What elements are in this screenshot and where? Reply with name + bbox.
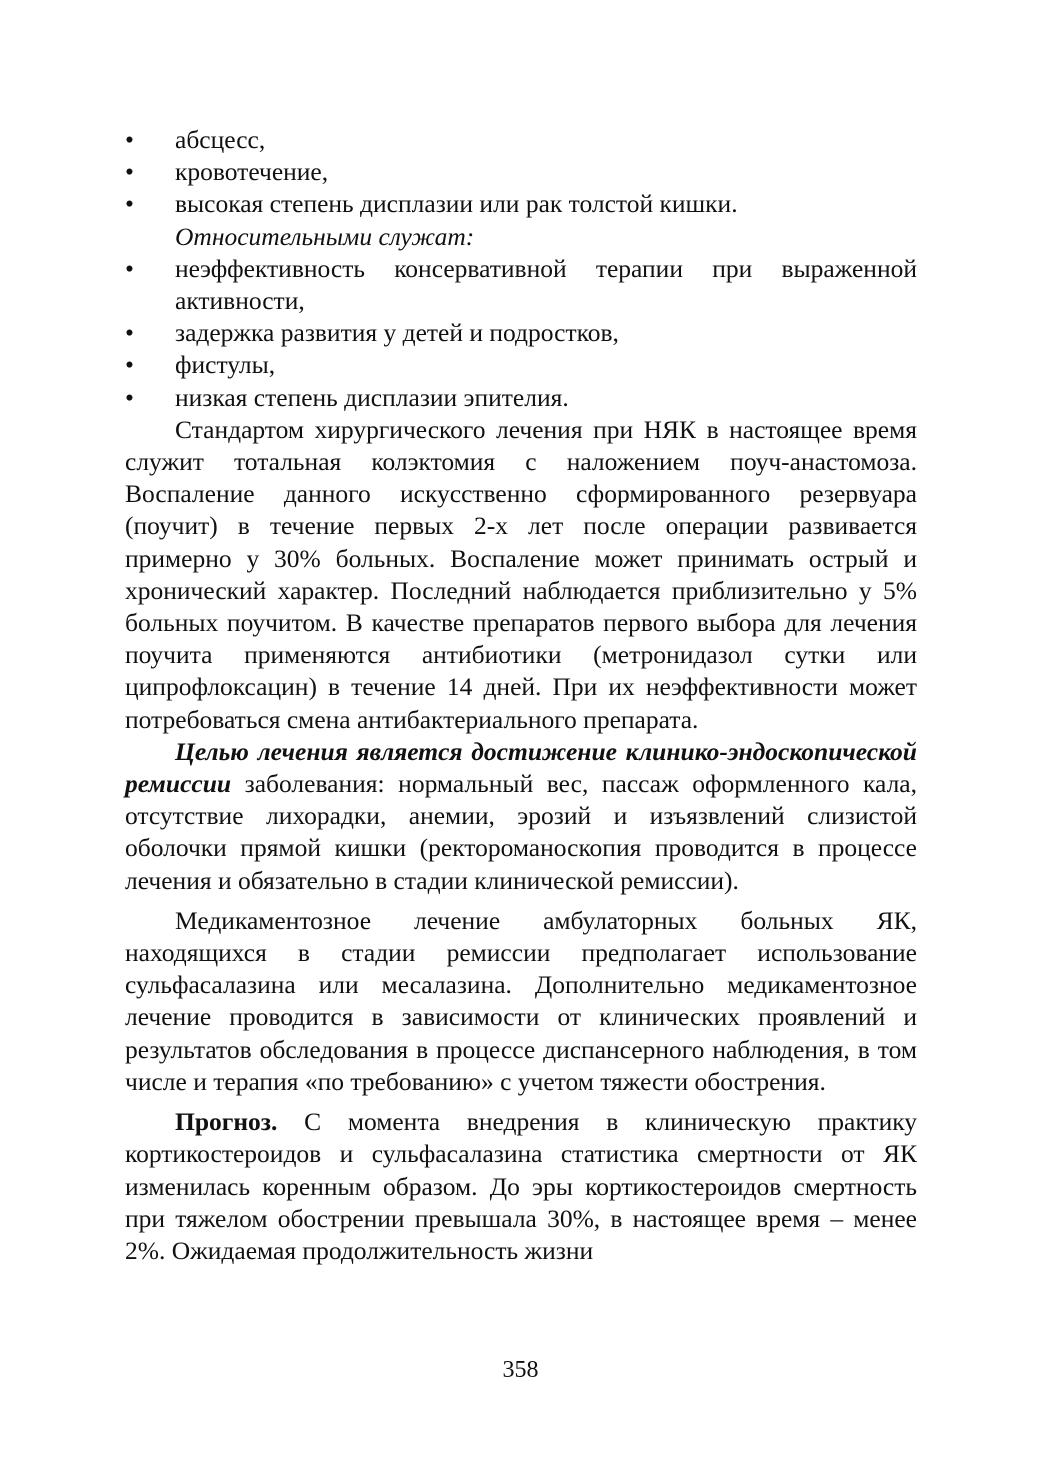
prognosis-heading: Прогноз. (175, 1107, 278, 1137)
bullet-icon: • (125, 253, 134, 283)
list-item (125, 382, 917, 414)
paragraph-medication: Медикаментозное лечение амбулаторных больных ЯК, находящихся в стадии ремиссии предполагает использование сульфасалазина или месалазина. Дополнительно медикаментозное лечение проводится в зависимости от клинических проявлений и результатов обследования в процессе диспансерного наблюдения, в том числе и терапия «по требованию» с учетом тяжести обострения. (125, 905, 917, 1096)
list-item (125, 349, 917, 381)
list-item (125, 253, 917, 317)
bullet-icon: • (125, 157, 134, 187)
list-item (125, 188, 917, 220)
list-item (125, 317, 917, 349)
paragraph-goal (125, 736, 917, 897)
bullet-icon: • (125, 189, 134, 219)
prognosis-text: С момента внедрения в клиническую практику кортикостероидов и сульфасалазина статистика смертности от ЯК изменилась коренным образом. До эры кортикостероидов смертность при тяжелом обострении превышала 30%, в настоящее время – менее 2%. Ожидаемая продолжительность жизни (125, 1107, 917, 1265)
bullet-icon: • (125, 350, 134, 380)
list-item (125, 156, 917, 188)
list-item (125, 124, 917, 156)
goal-heading: Целью лечения является достижение клинико-эндоскопической ремиссии (125, 736, 917, 799)
relative-indications-label: Относительными служат: (175, 221, 475, 251)
list-item-text: задержка развития у детей и подростков, (175, 318, 619, 348)
paragraph-surgery: Стандартом хирургического лечения при НЯК в настоящее время служит тотальная колэктомия с наложением поуч-анастомоза. Воспаление данного искусственно сформированного резервуара (поучит) в течение первых 2-х лет после операции развивается примерно у 30% больных. Воспаление может принимать острый и хронический характер. Последний наблюдается приблизительно у 5% больных поучитом. В качестве препаратов первого выбора для лечения поучита применяются антибиотики (метронидазол сутки или ципрофлоксацин) в течение 14 дней. При их неэффективности может потребоваться смена антибактериального препарата. (125, 414, 917, 734)
page-number: 358 (502, 1357, 539, 1383)
list-item-text: фистулы, (175, 350, 276, 380)
page-content (125, 124, 917, 1267)
list-item-text: кровотечение, (175, 157, 329, 187)
bullet-icon: • (125, 318, 134, 348)
list-item-text: низкая степень дисплазии эпителия. (175, 382, 569, 412)
goal-text: заболевания: нормальный вес, пассаж оформленного кала, отсутствие лихорадки, анемии, эрозий и изъязвлений слизистой оболочки прямой кишки (ректороманоскопия проводится в процессе лечения и обязательно в стадии клинической ремиссии). (125, 769, 917, 895)
list-item-text: неэффективность консервативной терапии при выраженной активности, (175, 253, 917, 316)
bullet-icon: • (125, 382, 134, 412)
paragraph-prognosis (125, 1106, 917, 1267)
list-item-text: абсцесс, (175, 125, 266, 154)
bullet-icon: • (125, 125, 134, 154)
list-item-text: высокая степень дисплазии или рак толстой кишки. (175, 189, 738, 219)
